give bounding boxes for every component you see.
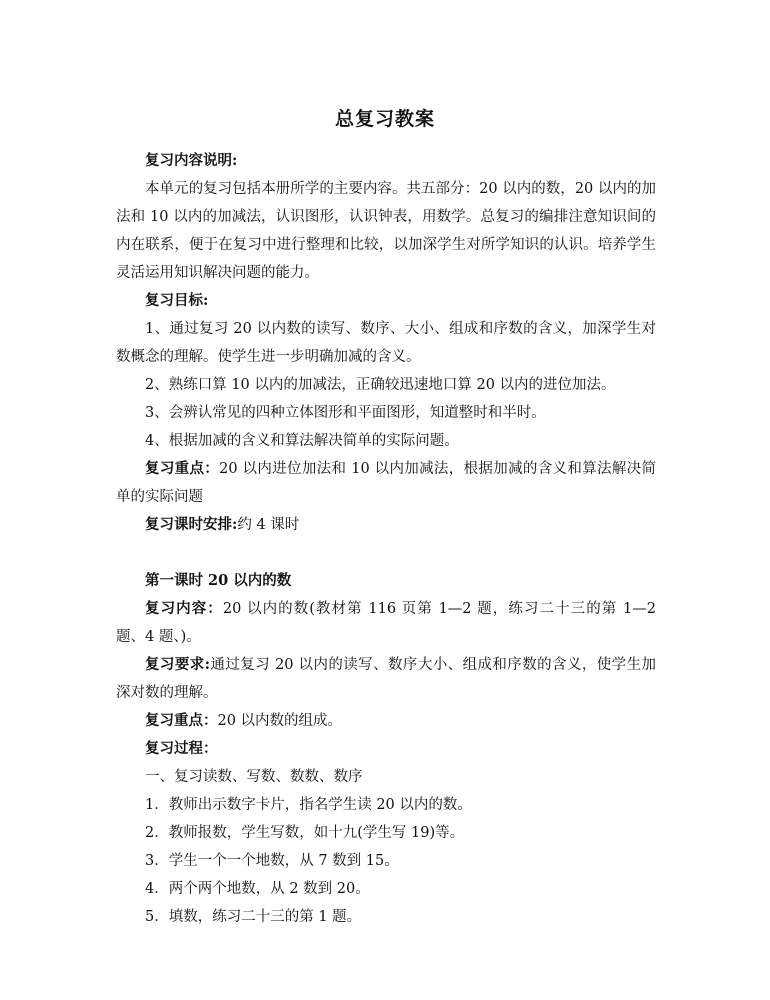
lesson1-step-2: 2．教师报数，学生写数，如十九(学生写 19)等。 (145, 825, 465, 841)
document-title: 总复习教案 (334, 108, 435, 130)
lesson1-step-1: 1．教师出示数字卡片，指名学生读 20 以内的数。 (145, 797, 472, 813)
goal-item-4: 4、根据加减的含义和算法解决简单的实际问题。 (145, 433, 459, 449)
intro-paragraph: 本单元的复习包括本册所学的主要内容。共五部分：20 以内的数，20 以内的加法和 10 以内的加减法，认识图形，认识钟表，用数学。总复习的编排注意知识间的内在联系，便于在复习中进行整理和比较，以加深学生对所学知识的认识。培养学生灵活运用知识解决问题的能力。 (116, 181, 656, 281)
schedule-text: 约 4 课时 (237, 517, 300, 533)
keypoint-text: 20 以内进位加法和 10 以内加减法，根据加减的含义和算法解决简单的实际问题 (116, 461, 657, 505)
lesson1-section-one: 一、复习读数、写数、数数、数序 (145, 769, 363, 785)
lesson1-content-paragraph (116, 595, 656, 651)
document-body (116, 147, 656, 931)
keypoint-paragraph (116, 455, 656, 511)
lesson1-process-heading: 复习过程： (145, 740, 218, 757)
lesson1-step-5: 5．填数，练习二十三的第 1 题。 (145, 909, 362, 925)
lesson1-content-label: 复习内容： (145, 600, 223, 617)
goals-heading: 复习目标: (145, 292, 209, 309)
lesson1-keypoint-label: 复习重点： (145, 712, 218, 729)
lesson1-step-3: 3．学生一个一个地数，从 7 数到 15。 (145, 853, 399, 869)
lesson1-requirement-paragraph (116, 651, 656, 707)
lesson1-step-4: 4．两个两个地数，从 2 数到 20。 (145, 881, 370, 897)
goal-item-3: 3、会辨认常见的四种立体图形和平面图形，知道整时和半时。 (145, 405, 546, 421)
lesson1-heading: 第一课时 20 以内的数 (145, 572, 292, 589)
goal-item-2: 2、熟练口算 10 以内的加减法，正确较迅速地口算 20 以内的进位加法。 (145, 377, 616, 393)
goal-item-1: 1、通过复习 20 以内数的读写、数序、大小、组成和序数的含义，加深学生对数概念的理解。使学生进一步明确加减的含义。 (116, 321, 656, 365)
lesson1-requirement-label: 复习要求: (145, 656, 210, 673)
lesson1-requirement-text: 通过复习 20 以内的读写、数序大小、组成和序数的含义，使学生加深对数的理解。 (116, 657, 656, 701)
section-spacer (116, 539, 656, 567)
schedule-paragraph (116, 511, 656, 539)
schedule-label: 复习课时安排: (145, 516, 238, 533)
keypoint-label: 复习重点： (145, 460, 220, 477)
lesson1-keypoint-text: 20 以内数的组成。 (217, 713, 343, 729)
lesson1-content-text: 20 以内的数(教材第 116 页第 1—2 题，练习二十三的第 1—2 题、4 题、)。 (116, 601, 656, 645)
intro-heading: 复习内容说明: (145, 152, 238, 169)
lesson1-keypoint-paragraph (116, 707, 656, 735)
